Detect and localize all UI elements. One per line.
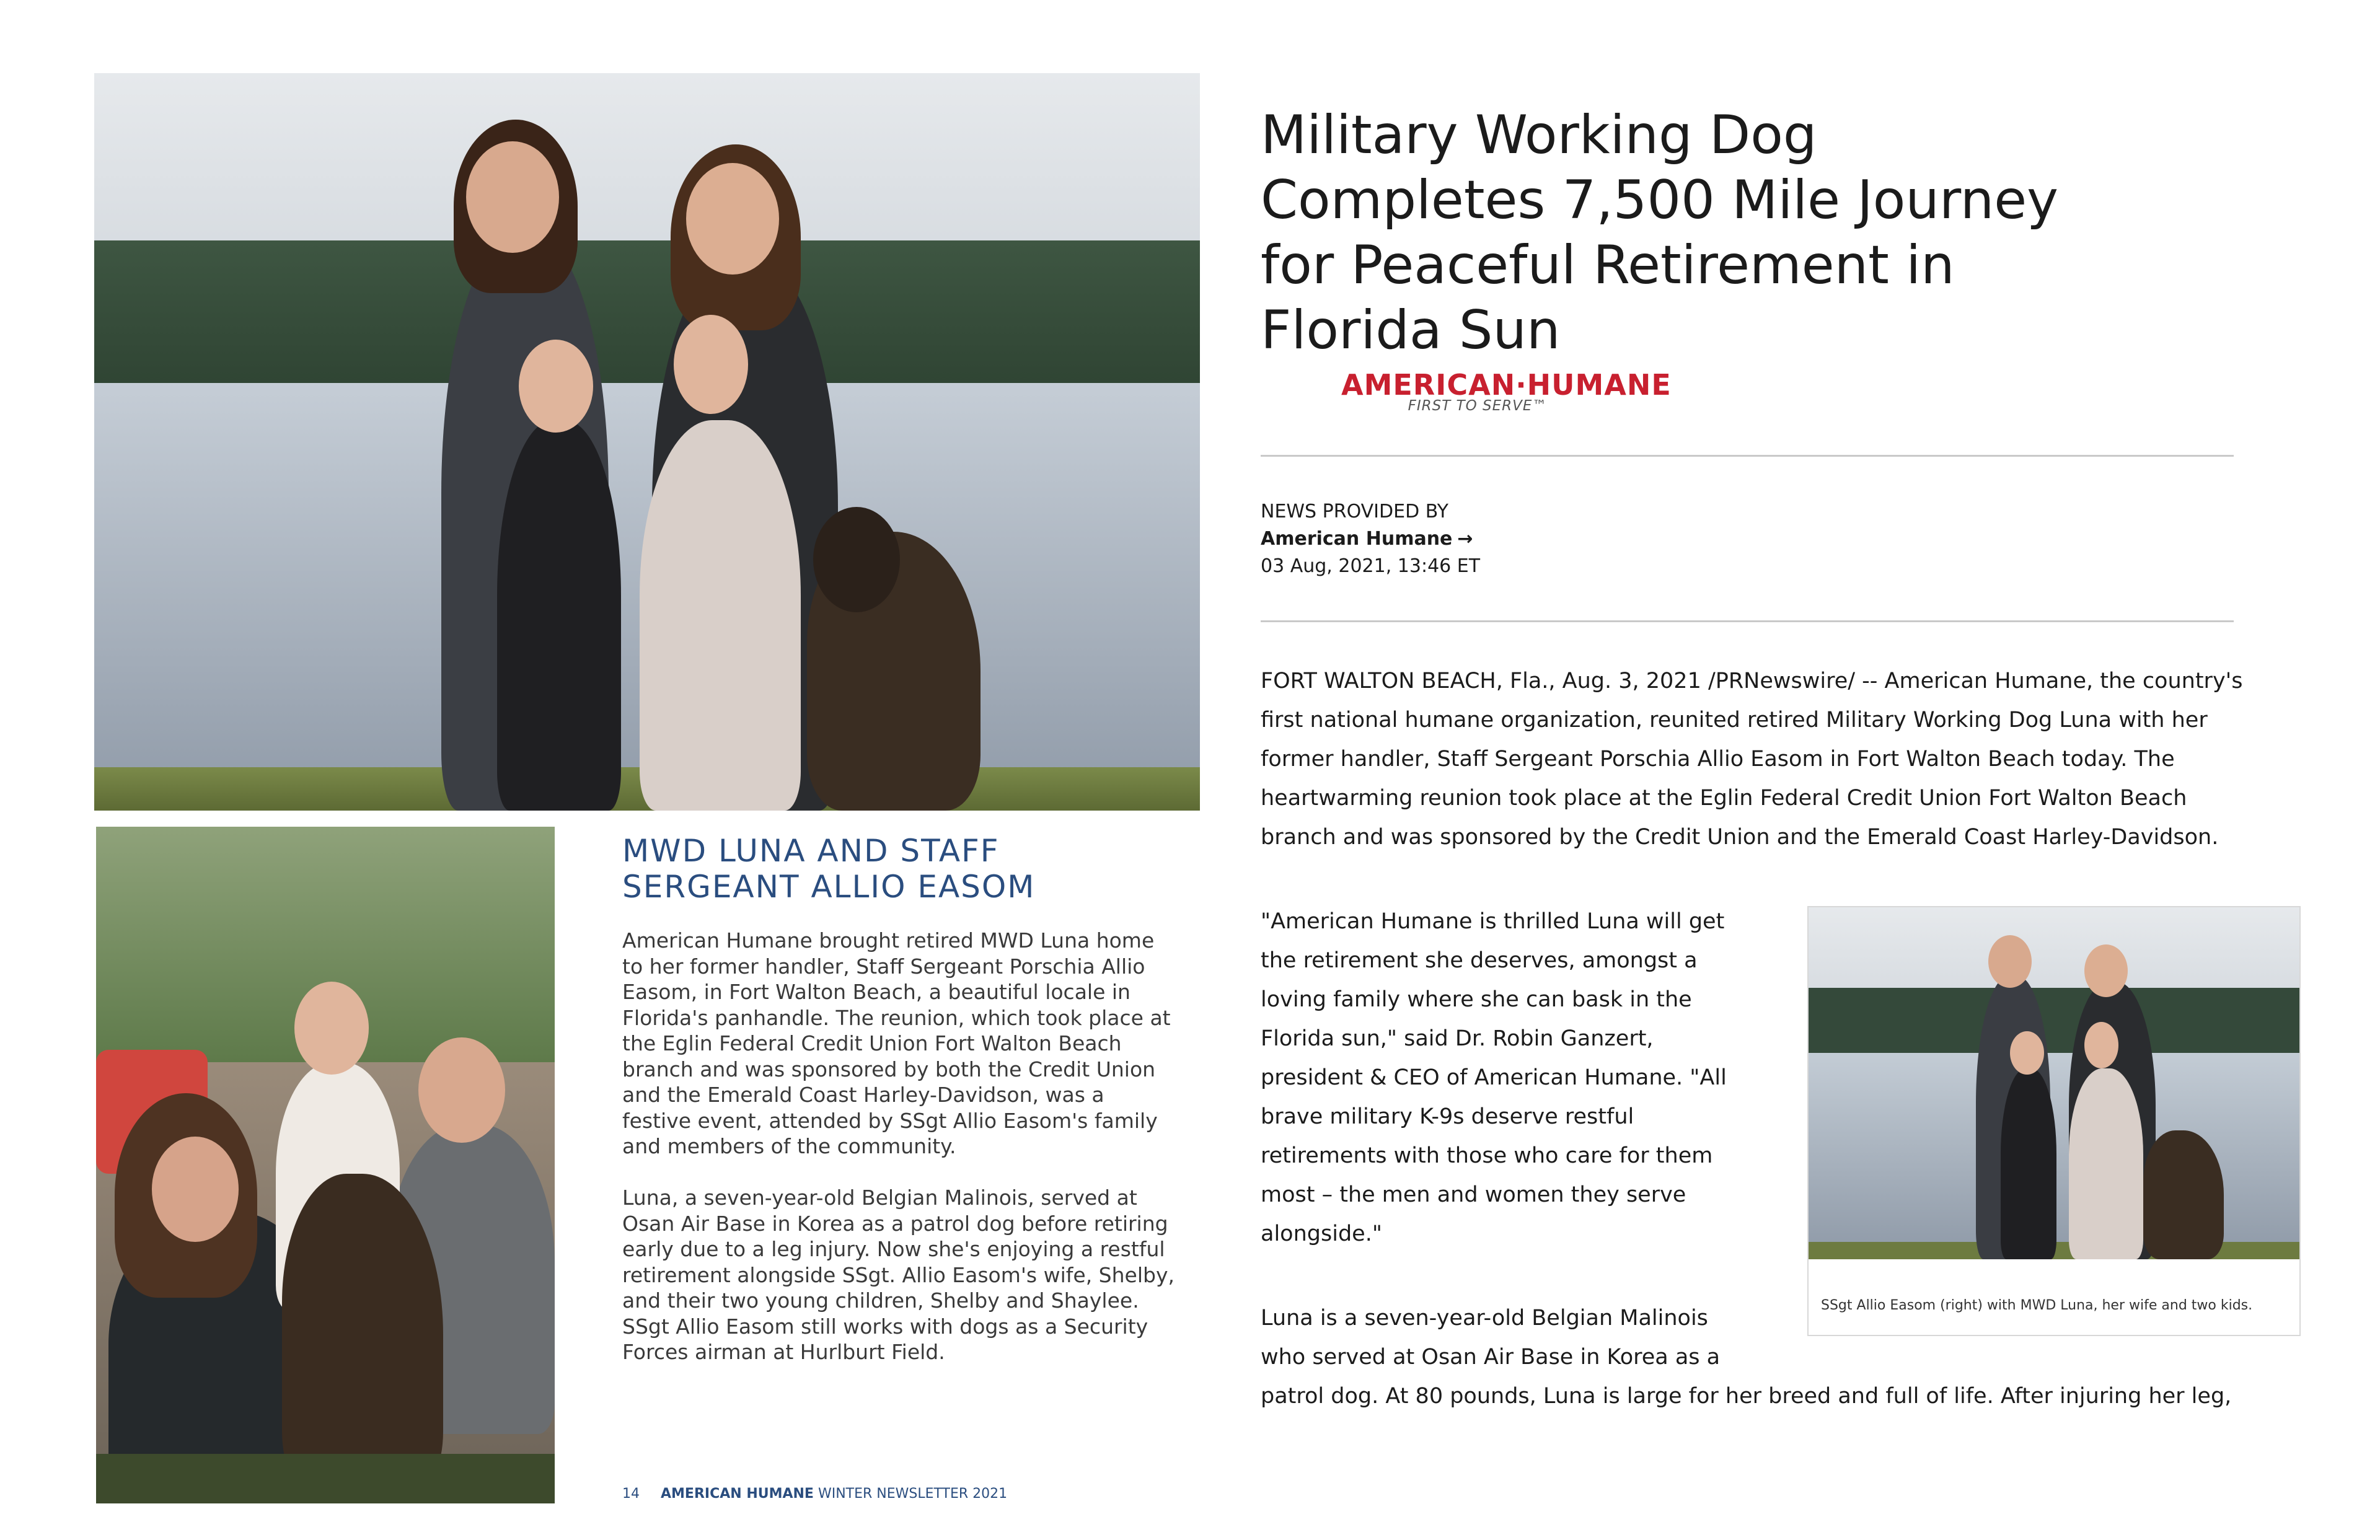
newsletter-paragraph-1 [622, 928, 1171, 1159]
text-line: most – the men and women they serve [1261, 1182, 1686, 1207]
text-line: festive event, attended by SSgt Allio Easom's family [622, 1108, 1158, 1133]
text-line: Florida sun," said Dr. Robin Ganzert, [1261, 1026, 1654, 1051]
text-line: branch and was sponsored by the Credit Union and the Emerald Coast Harley-Davidson. [1261, 825, 2219, 850]
text-line: and the Emerald Coast Harley-Davidson, was a [622, 1083, 1104, 1107]
text-line: "American Humane is thrilled Luna will get [1261, 909, 1725, 934]
logo-tagline: FIRST TO SERVE™ [1408, 398, 1548, 414]
footer-issue: WINTER NEWSLETTER 2021 [818, 1486, 1008, 1502]
text-line: Easom, in Fort Walton Beach, a beautiful locale in [622, 980, 1130, 1004]
timestamp: 03 Aug, 2021, 13:46 ET [1261, 555, 1481, 577]
text-line: first national humane organization, reunited retired Military Working Dog Luna with her [1261, 708, 2208, 733]
text-line: former handler, Staff Sergeant Porschia Allio Easom in Fort Walton Beach today. The [1261, 747, 2175, 772]
text-line: Osan Air Base in Korea as a patrol dog before retiring [622, 1211, 1168, 1236]
logo-wordmark: AMERICAN·HUMANE [1341, 368, 1672, 402]
provider-link[interactable] [1261, 526, 1480, 553]
text-line: Florida's panhandle. The reunion, which took place at [622, 1005, 1171, 1030]
photo-caption: SSgt Allio Easom (right) with MWD Luna, her wife and two kids. [1821, 1298, 2253, 1313]
text-line: loving family where she can bask in the [1261, 987, 1692, 1012]
press-release-paragraph-2 [1261, 1299, 2231, 1416]
text-line: the Eglin Federal Credit Union Fort Walton Beach [622, 1031, 1122, 1055]
newsletter-heading-line: SERGEANT ALLIO EASOM [622, 869, 1036, 905]
text-line: early due to a leg injury. Now she's enjoying a restful [622, 1237, 1165, 1261]
news-provided-block [1261, 498, 1480, 580]
text-line: branch and was sponsored by both the Credit Union [622, 1057, 1156, 1081]
divider [1261, 455, 2234, 457]
newsletter-main-photo [94, 73, 1200, 811]
text-line: patrol dog. At 80 pounds, Luna is large for her breed and full of life. After injuring her leg, [1261, 1384, 2232, 1409]
text-line: heartwarming reunion took place at the Eglin Federal Credit Union Fort Walton Beach [1261, 786, 2187, 811]
title-line: Completes 7,500 Mile Journey [1261, 169, 2059, 231]
newsletter-heading-line: MWD LUNA AND STAFF [622, 833, 1000, 869]
newsletter-paragraph-2 [622, 1185, 1175, 1365]
text-line: and their two young children, Shelby and Shaylee. [622, 1288, 1139, 1313]
press-release-title [1261, 103, 2058, 363]
title-line: Military Working Dog [1261, 104, 1817, 166]
newsletter-footer [622, 1486, 1007, 1502]
arrow-right-icon[interactable]: → [1457, 528, 1473, 550]
text-line: Forces airman at Hurlburt Field. [622, 1340, 945, 1364]
text-line: the retirement she deserves, amongst a [1261, 948, 1698, 973]
press-release-paragraph-1 [1261, 662, 2243, 857]
provider-name[interactable]: American Humane [1261, 528, 1453, 550]
text-line: American Humane brought retired MWD Luna home [622, 928, 1155, 953]
text-line: retirements with those who care for them [1261, 1143, 1713, 1168]
text-line: president & CEO of American Humane. "All [1261, 1065, 1727, 1090]
footer-brand: AMERICAN HUMANE [661, 1486, 814, 1502]
text-line: retirement alongside SSgt. Allio Easom's wife, Shelby, [622, 1262, 1175, 1287]
text-line: to her former handler, Staff Sergeant Porschia Allio [622, 954, 1145, 979]
american-humane-logo[interactable] [1341, 368, 1672, 414]
divider [1261, 620, 2234, 622]
text-line: FORT WALTON BEACH, Fla., Aug. 3, 2021 /PRNewswire/ -- American Humane, the country's [1261, 669, 2243, 693]
title-line: Florida Sun [1261, 299, 1561, 361]
page-number: 14 [622, 1486, 640, 1502]
press-release-photo[interactable] [1809, 907, 2299, 1259]
text-line: who served at Osan Air Base in Korea as a [1261, 1345, 1721, 1370]
newsletter-secondary-photo [96, 827, 555, 1503]
text-line: SSgt Allio Easom still works with dogs as a Security [622, 1314, 1148, 1339]
text-line: and members of the community. [622, 1134, 956, 1158]
press-release-quote [1261, 902, 1727, 1254]
text-line: alongside." [1261, 1221, 1382, 1246]
title-line: for Peaceful Retirement in [1261, 234, 1955, 296]
text-line: Luna, a seven-year-old Belgian Malinois, served at [622, 1186, 1137, 1210]
text-line: Luna is a seven-year-old Belgian Malinois [1261, 1306, 1708, 1331]
press-release-figure [1807, 906, 2301, 1336]
newsletter-heading [622, 833, 1035, 905]
provided-by-label: NEWS PROVIDED BY [1261, 501, 1448, 522]
text-line: brave military K-9s deserve restful [1261, 1104, 1634, 1129]
